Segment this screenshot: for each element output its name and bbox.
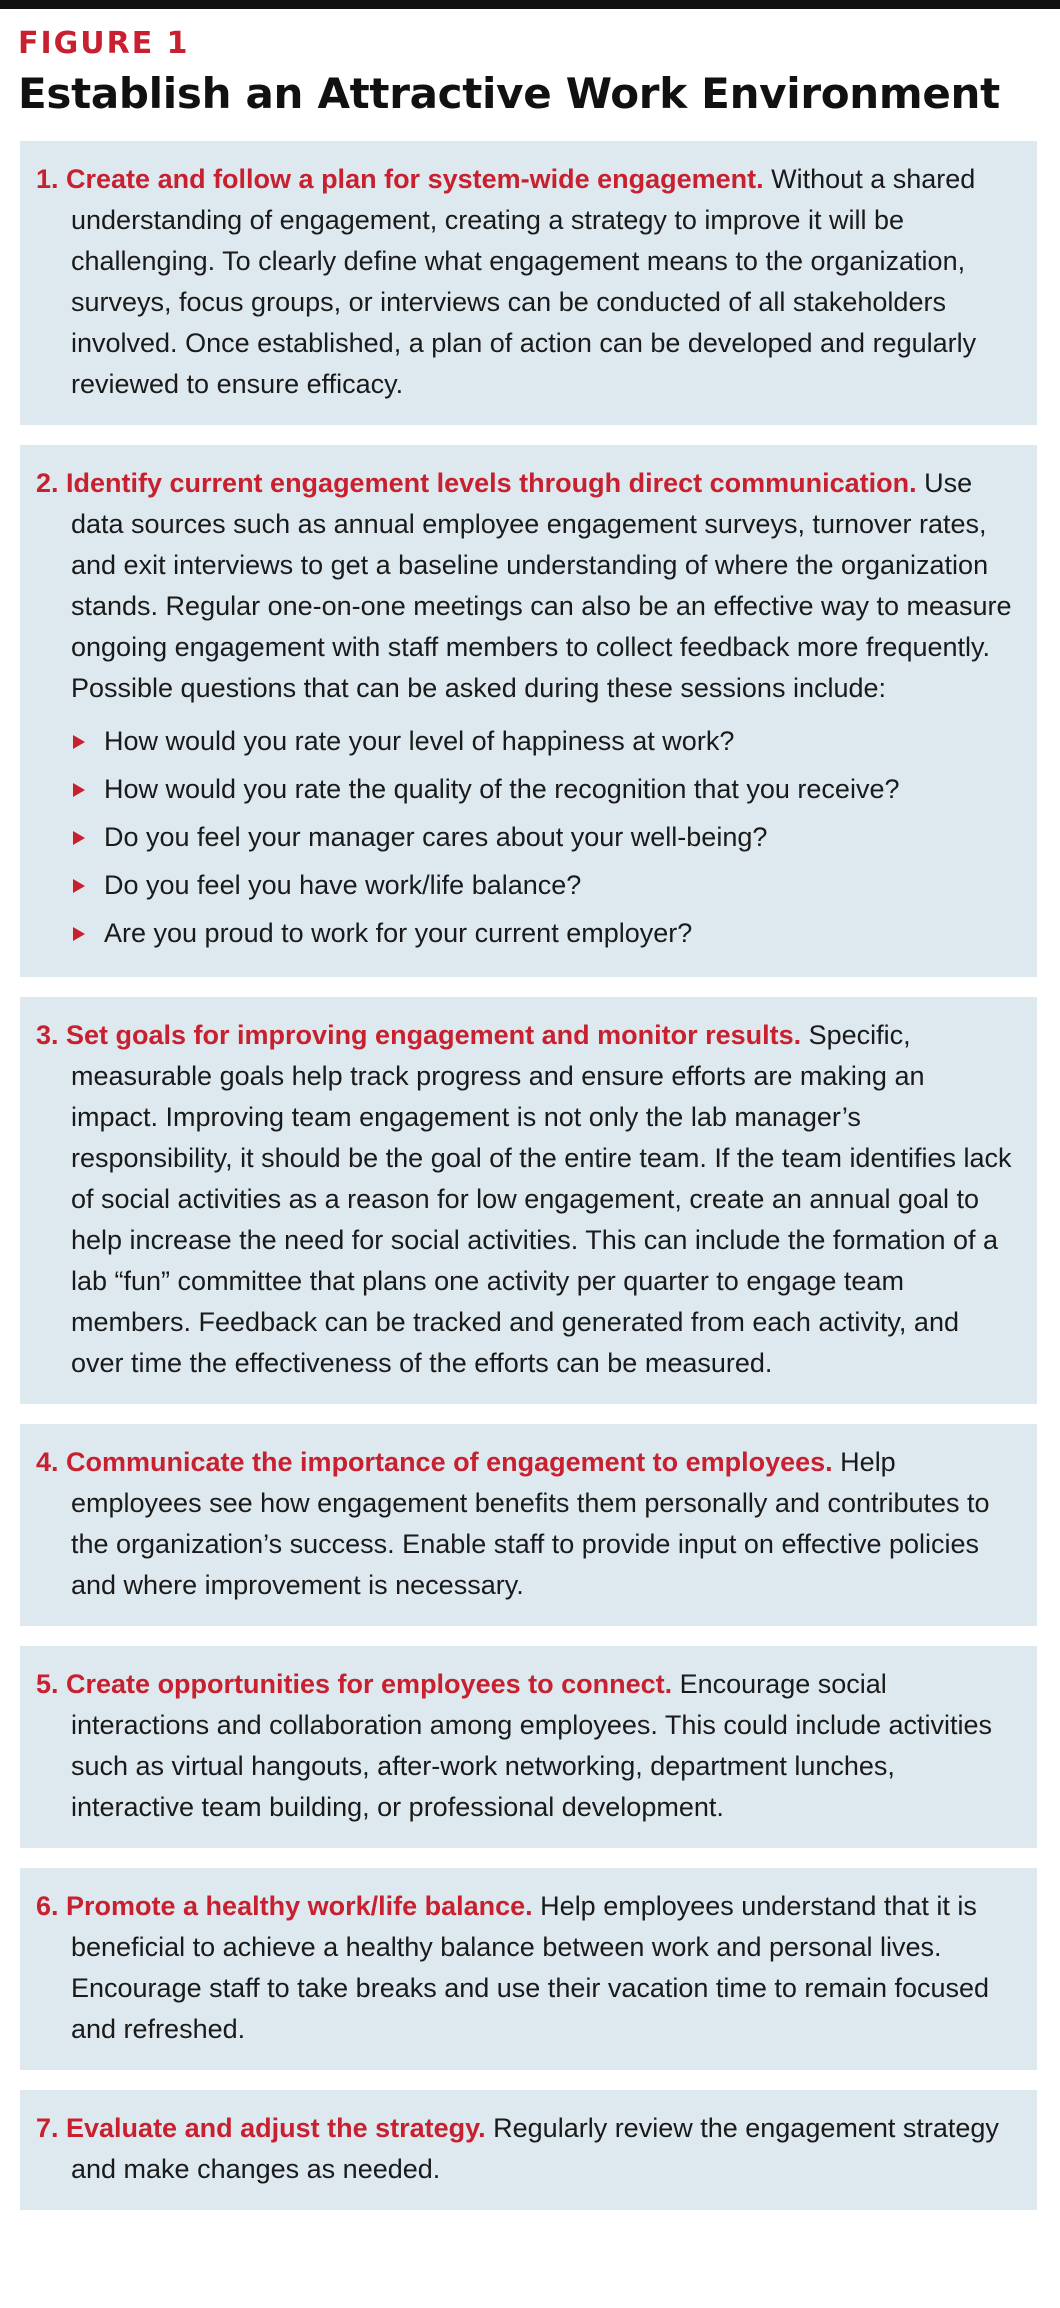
item-box-4 [20,1424,1037,1626]
item-body: Help employees see how engagement benefits them personally and contributes to the organization’s success. Enable staff to provide input on effective policies and where improvement is necessary. [71,1447,990,1600]
triangle-bullet-icon [73,783,85,797]
item-body: Help employees understand that it is beneficial to achieve a healthy balance between work and personal lives. Encourage staff to take breaks and use their vacation time to remain focused and refreshed. [71,1891,990,2044]
item-body: Without a shared understanding of engagement, creating a strategy to improve it will be challenging. To clearly define what engagement means to the organization, surveys, focus groups, or interviews can be conducted of all stakeholders involved. Once established, a plan of action can be developed and regularly reviewed to ensure efficacy. [71,164,977,399]
item-list [20,141,1037,2230]
list-item: Are you proud to work for your current employer? [71,909,1015,957]
list-item: How would you rate the quality of the recognition that you receive? [71,765,1015,813]
figure-title: Establish an Attractive Work Environment [18,69,1000,118]
item-heading: 7. Evaluate and adjust the strategy. [36,2113,486,2143]
item-heading: 6. Promote a healthy work/life balance. [36,1891,533,1921]
item-heading: 3. Set goals for improving engagement and monitor results. [36,1020,802,1050]
item-body: Specific, measurable goals help track progress and ensure efforts are making an impact. Improving team engagement is not only the lab manager’s responsibility, it should be the goal of the entire team. If the team identifies lack of social activities as a reason for low engagement, create an annual goal to help increase the need for social activities. This can include the formation of a lab “fun” committee that plans one activity per quarter to engage team members. Feedback can be tracked and generated from each activity, and over time the effectiveness of the efforts can be measured. [71,1020,1012,1378]
item-box-1 [20,141,1037,425]
triangle-bullet-icon [73,831,85,845]
item-box-2 [20,445,1037,977]
triangle-bullet-icon [73,927,85,941]
triangle-bullet-icon [73,879,85,893]
item-box-6 [20,1868,1037,2070]
item-body: Encourage social interactions and collaboration among employees. This could include activities such as virtual hangouts, after-work networking, department lunches, interactive team building, or professional development. [71,1669,993,1822]
triangle-bullet-icon [73,735,85,749]
item-box-3 [20,997,1037,1404]
item-body: Regularly review the engagement strategy and make changes as needed. [71,2113,999,2184]
item-box-7 [20,2090,1037,2210]
item-heading: 4. Communicate the importance of engagement to employees. [36,1447,833,1477]
item-heading: 5. Create opportunities for employees to connect. [36,1669,673,1699]
item-heading: 2. Identify current engagement levels through direct communication. [36,468,917,498]
list-item: Do you feel your manager cares about your well-being? [71,813,1015,861]
item-heading: 1. Create and follow a plan for system-wide engagement. [36,164,764,194]
list-item: Do you feel you have work/life balance? [71,861,1015,909]
item-body: Use data sources such as annual employee engagement surveys, turnover rates, and exit interviews to get a baseline understanding of where the organization stands. Regular one-on-one meetings can also be an effective way to measure ongoing engagement with staff members to collect feedback more frequently. Possible questions that can be asked during these sessions include: [71,468,1012,703]
item-box-5 [20,1646,1037,1848]
question-list [36,717,1015,957]
list-item: How would you rate your level of happiness at work? [71,717,1015,765]
figure-label: FIGURE 1 [18,26,190,61]
